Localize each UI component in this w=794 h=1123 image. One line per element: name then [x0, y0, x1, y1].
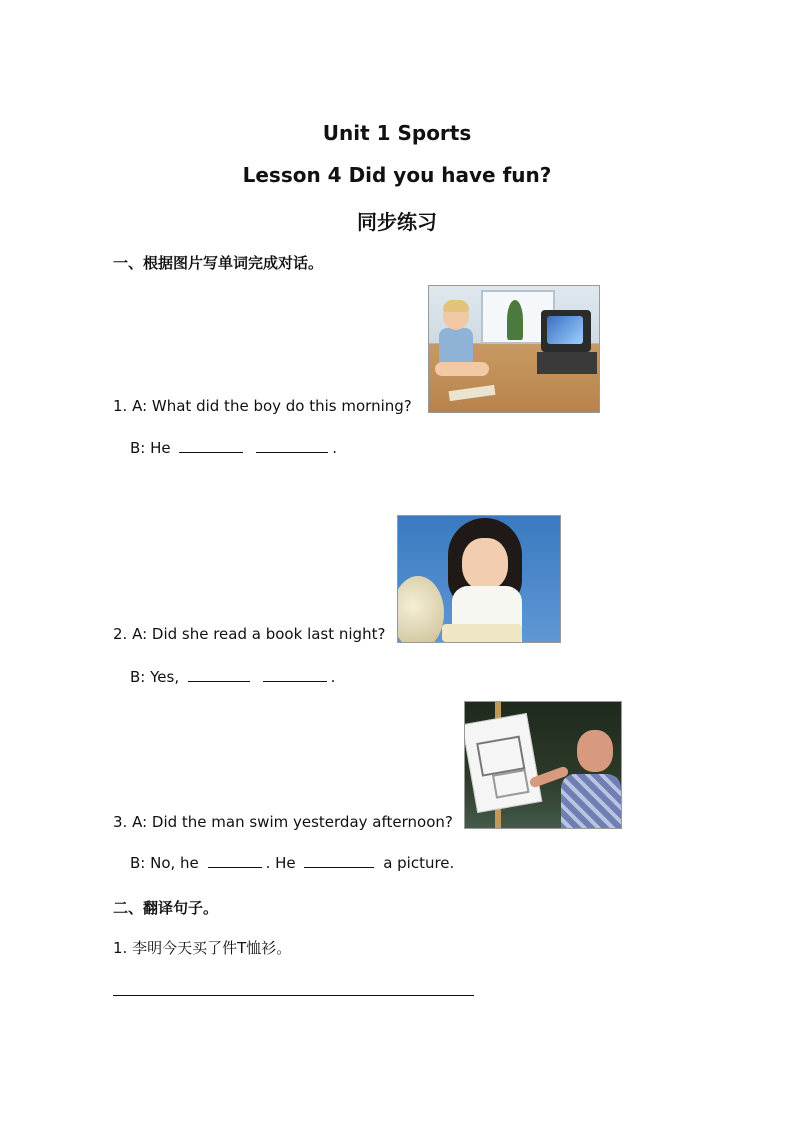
plant-shape — [507, 300, 523, 340]
unit-title: Unit 1 Sports — [322, 121, 472, 145]
question-3: 3. A: Did the man swim yesterday afternoon? — [113, 813, 453, 831]
globe-shape — [397, 576, 444, 643]
answer-1-prefix: B: He — [130, 439, 171, 457]
man-body-shape — [561, 774, 621, 829]
translation-question-1: 1. 李明今天买了件T恤衫。 — [113, 939, 292, 957]
boy-hair-shape — [443, 300, 469, 312]
tv-shape — [541, 310, 591, 352]
question-1: 1. A: What did the boy do this morning? — [113, 397, 412, 415]
man-head-shape — [577, 730, 613, 772]
practice-title: 同步练习 — [357, 210, 437, 234]
answer-3-blank-1[interactable] — [208, 853, 262, 868]
answer-3 — [130, 853, 454, 872]
boy-watching-tv-photo — [428, 285, 600, 413]
section1-heading: 一、根据图片写单词完成对话。 — [113, 254, 324, 272]
answer-2-blank-1[interactable] — [188, 667, 250, 682]
answer-2-suffix: . — [330, 668, 336, 686]
answer-3-blank-2[interactable] — [304, 853, 374, 868]
tv-stand-shape — [537, 352, 597, 374]
open-book-shape — [442, 624, 522, 642]
answer-1 — [130, 438, 337, 457]
lesson-title: Lesson 4 Did you have fun? — [242, 163, 552, 187]
answer-2 — [130, 667, 335, 686]
answer-1-blank-2[interactable] — [256, 438, 328, 453]
answer-3-middle: . He — [265, 854, 296, 872]
translation-answer-line[interactable] — [113, 995, 474, 996]
question-2: 2. A: Did she read a book last night? — [113, 625, 386, 643]
boy-legs-shape — [435, 362, 489, 376]
answer-1-blank-1[interactable] — [179, 438, 243, 453]
girl-reading-book-photo — [397, 515, 561, 643]
tv-screen-shape — [547, 316, 583, 344]
answer-1-suffix: . — [332, 439, 337, 457]
boy-body-shape — [439, 328, 473, 364]
girl-face-shape — [462, 538, 508, 590]
book-shape — [449, 385, 496, 401]
answer-3-prefix: B: No, he — [130, 854, 199, 872]
answer-2-blank-2[interactable] — [263, 667, 327, 682]
section2-heading: 二、翻译句子。 — [113, 899, 219, 917]
answer-3-suffix: a picture. — [383, 854, 455, 872]
canvas-shape — [464, 713, 542, 813]
man-painting-photo — [464, 701, 622, 829]
sketch-mark — [492, 769, 530, 799]
answer-2-prefix: B: Yes, — [130, 668, 180, 686]
